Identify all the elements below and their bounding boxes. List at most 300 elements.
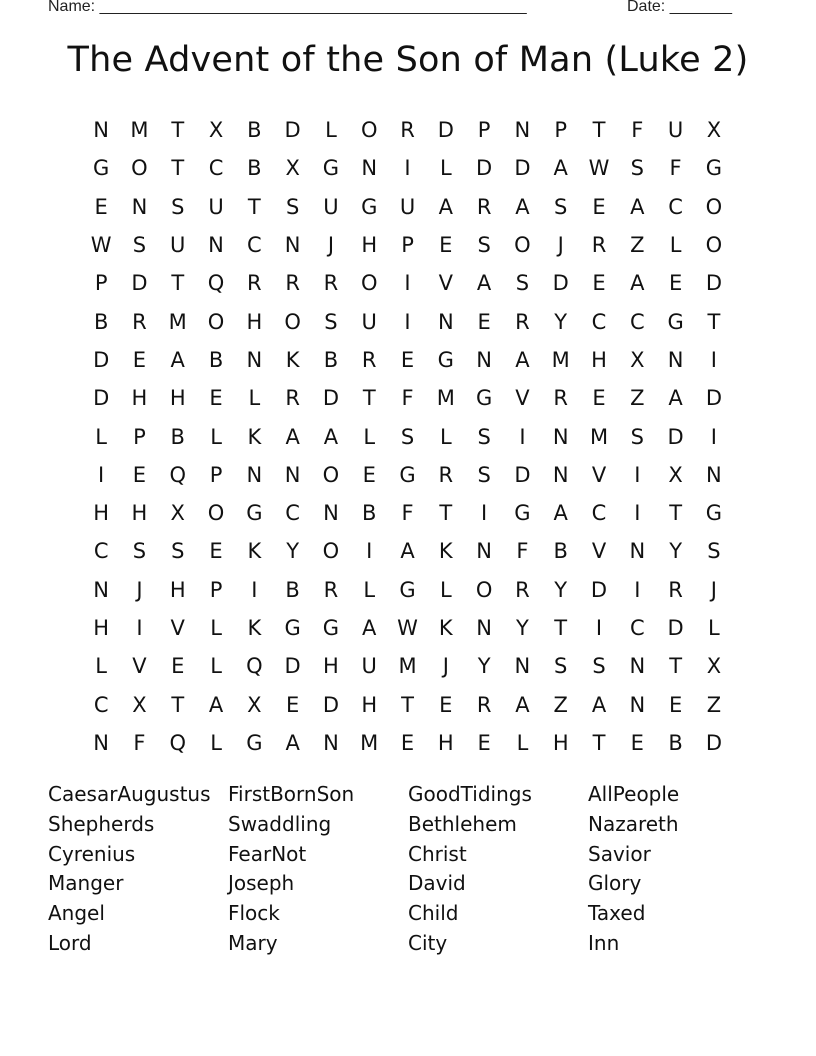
grid-letter: Y <box>516 616 529 640</box>
grid-letter: R <box>476 692 492 717</box>
grid-letter: C <box>208 156 224 181</box>
grid-letter: P <box>554 118 568 143</box>
grid-letter: H <box>323 654 339 679</box>
grid-letter: Y <box>554 309 568 334</box>
grid-letter: L <box>248 386 261 411</box>
grid-letter: N <box>323 501 339 526</box>
grid-letter: G <box>246 730 263 755</box>
grid-letter: V <box>591 539 607 564</box>
grid-letter: N <box>552 424 569 449</box>
grid-letter: V <box>170 616 185 640</box>
grid-letter: D <box>667 424 684 449</box>
grid-letter: J <box>710 577 717 602</box>
grid-letter: D <box>590 577 608 602</box>
worksheet-header <box>48 0 740 20</box>
grid-letter: F <box>516 539 529 564</box>
grid-letter: X <box>208 118 224 143</box>
grid-letter: O <box>705 194 723 219</box>
word-list-item: Lord <box>48 930 92 955</box>
word-list-item: FirstBornSon <box>228 782 355 806</box>
word-list-item: Savior <box>588 841 651 866</box>
grid-letter: I <box>634 462 641 487</box>
grid-letter: N <box>629 692 646 717</box>
grid-letter: Z <box>630 233 645 258</box>
grid-letter: R <box>285 386 300 411</box>
grid-letter: E <box>439 692 453 717</box>
grid-letter: A <box>285 730 300 755</box>
grid-letter: G <box>322 156 340 181</box>
grid-letter: T <box>171 271 185 296</box>
grid-letter: I <box>136 616 143 640</box>
grid-letter: N <box>208 233 224 258</box>
grid-letter: S <box>132 233 147 258</box>
grid-letter: H <box>361 233 378 258</box>
grid-letter: A <box>553 501 568 526</box>
grid-letter: I <box>404 271 411 296</box>
grid-letter: U <box>399 194 416 219</box>
grid-letter: X <box>630 347 645 372</box>
grid-letter: L <box>439 577 452 602</box>
grid-letter: E <box>477 309 491 334</box>
grid-letter: G <box>284 616 301 640</box>
word-list-item: Taxed <box>588 901 646 926</box>
word-list-item: Mary <box>228 930 278 955</box>
grid-letter: B <box>170 424 185 449</box>
grid-letter: E <box>668 692 683 717</box>
grid-letter: A <box>515 194 530 219</box>
grid-letter: D <box>552 271 569 296</box>
grid-letter: D <box>284 654 301 679</box>
grid-letter: N <box>246 462 263 487</box>
grid-letter: K <box>285 347 300 372</box>
grid-letter: N <box>476 347 492 372</box>
grid-letter: E <box>592 386 606 411</box>
grid-letter: G <box>93 156 110 181</box>
grid-letter: H <box>437 730 454 755</box>
grid-letter: X <box>706 118 722 143</box>
word-list-item: FearNot <box>228 841 307 866</box>
grid-letter: X <box>706 654 722 679</box>
grid-letter: R <box>323 271 339 296</box>
grid-letter: S <box>630 156 644 181</box>
grid-letter: X <box>247 692 262 717</box>
grid-letter: E <box>285 692 300 717</box>
grid-letter: Y <box>554 577 568 602</box>
grid-letter: B <box>323 347 339 372</box>
word-list-item: AllPeople <box>588 782 680 806</box>
grid-letter: E <box>439 233 453 258</box>
grid-letter: C <box>591 309 607 334</box>
grid-letter: O <box>475 577 493 602</box>
grid-letter: R <box>361 347 377 372</box>
grid-letter: G <box>514 501 531 526</box>
grid-letter: U <box>361 654 377 679</box>
grid-letter: T <box>247 194 261 219</box>
grid-letter: K <box>247 616 262 640</box>
grid-letter: S <box>515 271 530 296</box>
grid-letter: W <box>90 233 112 258</box>
grid-letter: S <box>477 233 491 258</box>
grid-letter: G <box>437 347 454 372</box>
grid-letter: H <box>131 386 148 411</box>
grid-letter: C <box>93 692 109 717</box>
grid-letter: N <box>93 118 109 143</box>
word-list-item: GoodTidings <box>408 782 532 806</box>
grid-letter: L <box>363 424 376 449</box>
grid-letter: N <box>323 730 339 755</box>
word-list-item: David <box>408 871 466 896</box>
grid-letter: H <box>552 730 569 755</box>
grid-letter: U <box>208 194 224 219</box>
grid-letter: H <box>591 347 607 372</box>
grid-letter: L <box>516 730 529 755</box>
grid-letter: E <box>362 462 376 487</box>
grid-letter: X <box>132 692 147 717</box>
word-list <box>48 780 768 959</box>
grid-letter: W <box>588 156 610 181</box>
grid-letter: D <box>322 692 340 717</box>
grid-letter: P <box>133 424 146 449</box>
grid-letter: O <box>322 539 340 564</box>
grid-letter: X <box>285 156 300 181</box>
grid-letter: N <box>131 194 148 219</box>
grid-letter: E <box>400 347 415 372</box>
grid-letter: A <box>362 616 377 640</box>
grid-letter: O <box>514 233 531 258</box>
grid-letter: A <box>553 156 568 181</box>
grid-letter: M <box>168 309 187 334</box>
grid-letter: Q <box>169 730 186 755</box>
grid-letter: T <box>439 501 453 526</box>
grid-letter: R <box>515 577 530 602</box>
grid-letter: N <box>514 118 531 143</box>
grid-letter: D <box>667 616 684 640</box>
grid-letter: D <box>514 462 531 487</box>
grid-letter: S <box>285 194 300 219</box>
page-title: The Advent of the Son of Man (Luke 2) <box>67 40 749 80</box>
grid-letter: G <box>361 194 378 219</box>
grid-letter: M <box>360 730 379 755</box>
grid-letter: U <box>170 233 186 258</box>
grid-letter: O <box>131 156 148 181</box>
grid-letter: R <box>132 309 147 334</box>
grid-letter: S <box>171 539 185 564</box>
grid-letter: A <box>170 347 185 372</box>
grid-letter: S <box>592 654 606 679</box>
word-list-item: Angel <box>48 901 105 926</box>
grid-letter: N <box>514 654 531 679</box>
grid-letter: E <box>630 730 644 755</box>
grid-letter: L <box>669 233 682 258</box>
grid-letter: T <box>362 386 376 411</box>
grid-letter: C <box>285 501 300 526</box>
grid-letter: F <box>631 118 644 143</box>
grid-letter: E <box>592 271 606 296</box>
name-label: Name: <box>48 0 96 15</box>
grid-letter: N <box>93 730 109 755</box>
grid-letter: P <box>94 271 108 296</box>
grid-letter: D <box>514 156 531 181</box>
grid-letter: N <box>437 309 454 334</box>
word-list-item: City <box>408 930 448 955</box>
name-blank-line: ________________________________________________ <box>99 0 527 15</box>
word-list-item: Swaddling <box>228 811 332 836</box>
grid-letter: N <box>476 616 492 640</box>
grid-letter: Q <box>207 271 225 296</box>
grid-letter: I <box>481 501 488 526</box>
grid-letter: A <box>591 692 607 717</box>
grid-letter: H <box>93 501 110 526</box>
grid-letter: J <box>327 233 335 258</box>
grid-letter: C <box>629 616 645 640</box>
grid-letter: T <box>171 118 185 143</box>
grid-letter: R <box>323 577 339 602</box>
grid-letter: A <box>285 424 300 449</box>
grid-letter: G <box>399 462 416 487</box>
word-list-item: Christ <box>408 841 467 866</box>
grid-letter: G <box>399 577 416 602</box>
grid-letter: K <box>438 616 453 640</box>
grid-letter: D <box>322 386 340 411</box>
grid-letter: S <box>707 539 721 564</box>
word-list-item: Child <box>408 901 459 926</box>
grid-letter: R <box>476 194 492 219</box>
date-blank-line: _______ <box>669 0 732 15</box>
word-list-item: Inn <box>588 930 620 955</box>
grid-letter: L <box>95 424 107 449</box>
grid-letter: L <box>210 424 222 449</box>
grid-letter: C <box>591 501 607 526</box>
grid-letter: V <box>132 654 147 679</box>
grid-letter: O <box>322 462 340 487</box>
grid-letter: H <box>361 692 378 717</box>
grid-letter: E <box>94 194 108 219</box>
grid-letter: L <box>210 730 222 755</box>
grid-letter: I <box>710 347 717 372</box>
grid-letter: C <box>247 233 262 258</box>
grid-letter: R <box>438 462 454 487</box>
grid-letter: H <box>93 616 110 640</box>
grid-letter: C <box>629 309 645 334</box>
grid-letter: E <box>400 730 415 755</box>
grid-letter: S <box>554 654 568 679</box>
grid-letter: R <box>515 309 530 334</box>
grid-letter: A <box>630 194 645 219</box>
letter-grid <box>82 111 733 762</box>
grid-letter: F <box>401 501 414 526</box>
grid-letter: N <box>667 347 684 372</box>
grid-letter: T <box>401 692 414 717</box>
grid-letter: D <box>437 118 454 143</box>
word-list-item: CaesarAugustus <box>48 782 211 806</box>
date-label: Date: <box>627 0 666 15</box>
grid-letter: Z <box>553 692 568 717</box>
grid-letter: L <box>210 616 222 640</box>
grid-letter: O <box>284 309 301 334</box>
grid-letter: T <box>669 654 683 679</box>
grid-letter: N <box>706 462 722 487</box>
grid-letter: Y <box>477 654 491 679</box>
grid-letter: B <box>208 347 224 372</box>
grid-letter: S <box>400 424 415 449</box>
word-list-item: Shepherds <box>48 811 155 836</box>
grid-letter: H <box>169 577 186 602</box>
grid-letter: R <box>591 233 607 258</box>
grid-letter: M <box>551 347 570 372</box>
grid-letter: D <box>705 730 722 755</box>
grid-letter: B <box>668 730 683 755</box>
grid-letter: D <box>705 271 722 296</box>
grid-letter: Y <box>669 539 683 564</box>
grid-letter: M <box>589 424 609 449</box>
grid-letter: V <box>438 271 453 296</box>
grid-letter: E <box>171 654 185 679</box>
grid-letter: J <box>136 577 143 602</box>
word-list-item: Cyrenius <box>48 841 136 866</box>
grid-letter: R <box>285 271 300 296</box>
grid-letter: A <box>515 347 530 372</box>
grid-letter: I <box>710 424 717 449</box>
grid-letter: R <box>668 577 683 602</box>
grid-letter: C <box>668 194 683 219</box>
grid-letter: T <box>592 730 606 755</box>
grid-letter: E <box>668 271 683 296</box>
grid-letter: K <box>247 539 262 564</box>
grid-letter: P <box>209 577 223 602</box>
grid-letter: S <box>477 424 491 449</box>
grid-letter: N <box>476 539 492 564</box>
grid-letter: S <box>554 194 568 219</box>
grid-letter: L <box>325 118 337 143</box>
grid-letter: A <box>476 271 492 296</box>
grid-letter: B <box>247 156 262 181</box>
grid-letter: E <box>132 462 147 487</box>
grid-letter: A <box>438 194 453 219</box>
grid-letter: N <box>361 156 378 181</box>
grid-letter: D <box>476 156 493 181</box>
grid-letter: O <box>207 501 225 526</box>
grid-letter: J <box>442 654 449 679</box>
grid-letter: Z <box>706 692 722 717</box>
grid-letter: L <box>439 156 452 181</box>
grid-letter: X <box>668 462 683 487</box>
word-list-item: Nazareth <box>588 811 679 836</box>
grid-letter: A <box>323 424 339 449</box>
grid-letter: E <box>209 539 223 564</box>
grid-letter: O <box>360 271 378 296</box>
grid-letter: I <box>404 309 411 334</box>
grid-letter: N <box>552 462 569 487</box>
grid-letter: D <box>284 118 301 143</box>
grid-letter: D <box>93 386 110 411</box>
grid-letter: G <box>246 501 263 526</box>
grid-letter: S <box>477 462 491 487</box>
grid-letter: E <box>477 730 491 755</box>
grid-letter: B <box>93 309 109 334</box>
grid-letter: M <box>436 386 455 411</box>
grid-letter: H <box>131 501 148 526</box>
grid-letter: O <box>360 118 378 143</box>
grid-letter: F <box>401 386 414 411</box>
grid-letter: D <box>705 386 722 411</box>
grid-letter: N <box>629 654 646 679</box>
grid-letter: G <box>475 386 493 411</box>
grid-letter: G <box>705 156 723 181</box>
grid-letter: L <box>210 654 222 679</box>
grid-letter: N <box>629 539 646 564</box>
grid-letter: K <box>247 424 262 449</box>
grid-letter: A <box>668 386 683 411</box>
grid-letter: P <box>401 233 414 258</box>
grid-letter: P <box>477 118 491 143</box>
grid-letter: J <box>557 233 564 258</box>
grid-letter: G <box>322 616 340 640</box>
grid-letter: A <box>515 692 530 717</box>
grid-letter: A <box>630 271 645 296</box>
grid-letter: D <box>93 347 110 372</box>
grid-letter: O <box>207 309 225 334</box>
grid-letter: N <box>284 462 301 487</box>
grid-letter: Y <box>286 539 300 564</box>
grid-letter: H <box>246 309 263 334</box>
grid-letter: B <box>553 539 568 564</box>
grid-letter: Z <box>630 386 645 411</box>
grid-letter: F <box>669 156 682 181</box>
grid-letter: F <box>133 730 146 755</box>
word-list-item: Flock <box>228 901 280 926</box>
grid-letter: U <box>361 309 377 334</box>
grid-letter: V <box>591 462 607 487</box>
grid-letter: L <box>708 616 720 640</box>
word-list-item: Bethlehem <box>408 811 517 836</box>
grid-letter: S <box>171 194 185 219</box>
grid-letter: L <box>363 577 376 602</box>
grid-letter: B <box>247 118 262 143</box>
name-field <box>48 0 527 16</box>
grid-letter: R <box>553 386 568 411</box>
grid-letter: M <box>130 118 149 143</box>
grid-letter: C <box>93 539 109 564</box>
grid-letter: W <box>397 616 418 640</box>
grid-letter: Q <box>246 654 263 679</box>
grid-letter: G <box>705 501 723 526</box>
grid-letter: I <box>519 424 526 449</box>
grid-letter: T <box>669 501 683 526</box>
grid-letter: E <box>592 194 606 219</box>
grid-letter: M <box>398 654 417 679</box>
grid-letter: T <box>592 118 606 143</box>
grid-letter: S <box>630 424 644 449</box>
grid-letter: V <box>515 386 530 411</box>
date-field <box>627 0 732 16</box>
grid-letter: I <box>404 156 411 181</box>
grid-letter: N <box>246 347 263 372</box>
grid-letter: I <box>98 462 105 487</box>
grid-letter: I <box>634 577 641 602</box>
grid-letter: I <box>366 539 373 564</box>
grid-letter: N <box>284 233 301 258</box>
word-list-item: Manger <box>48 871 124 896</box>
grid-letter: S <box>324 309 338 334</box>
grid-letter: I <box>634 501 641 526</box>
grid-letter: R <box>400 118 415 143</box>
grid-letter: E <box>209 386 223 411</box>
grid-letter: N <box>93 577 109 602</box>
grid-letter: T <box>554 616 568 640</box>
grid-letter: D <box>131 271 148 296</box>
word-list-item: Joseph <box>228 871 295 896</box>
grid-letter: T <box>707 309 721 334</box>
